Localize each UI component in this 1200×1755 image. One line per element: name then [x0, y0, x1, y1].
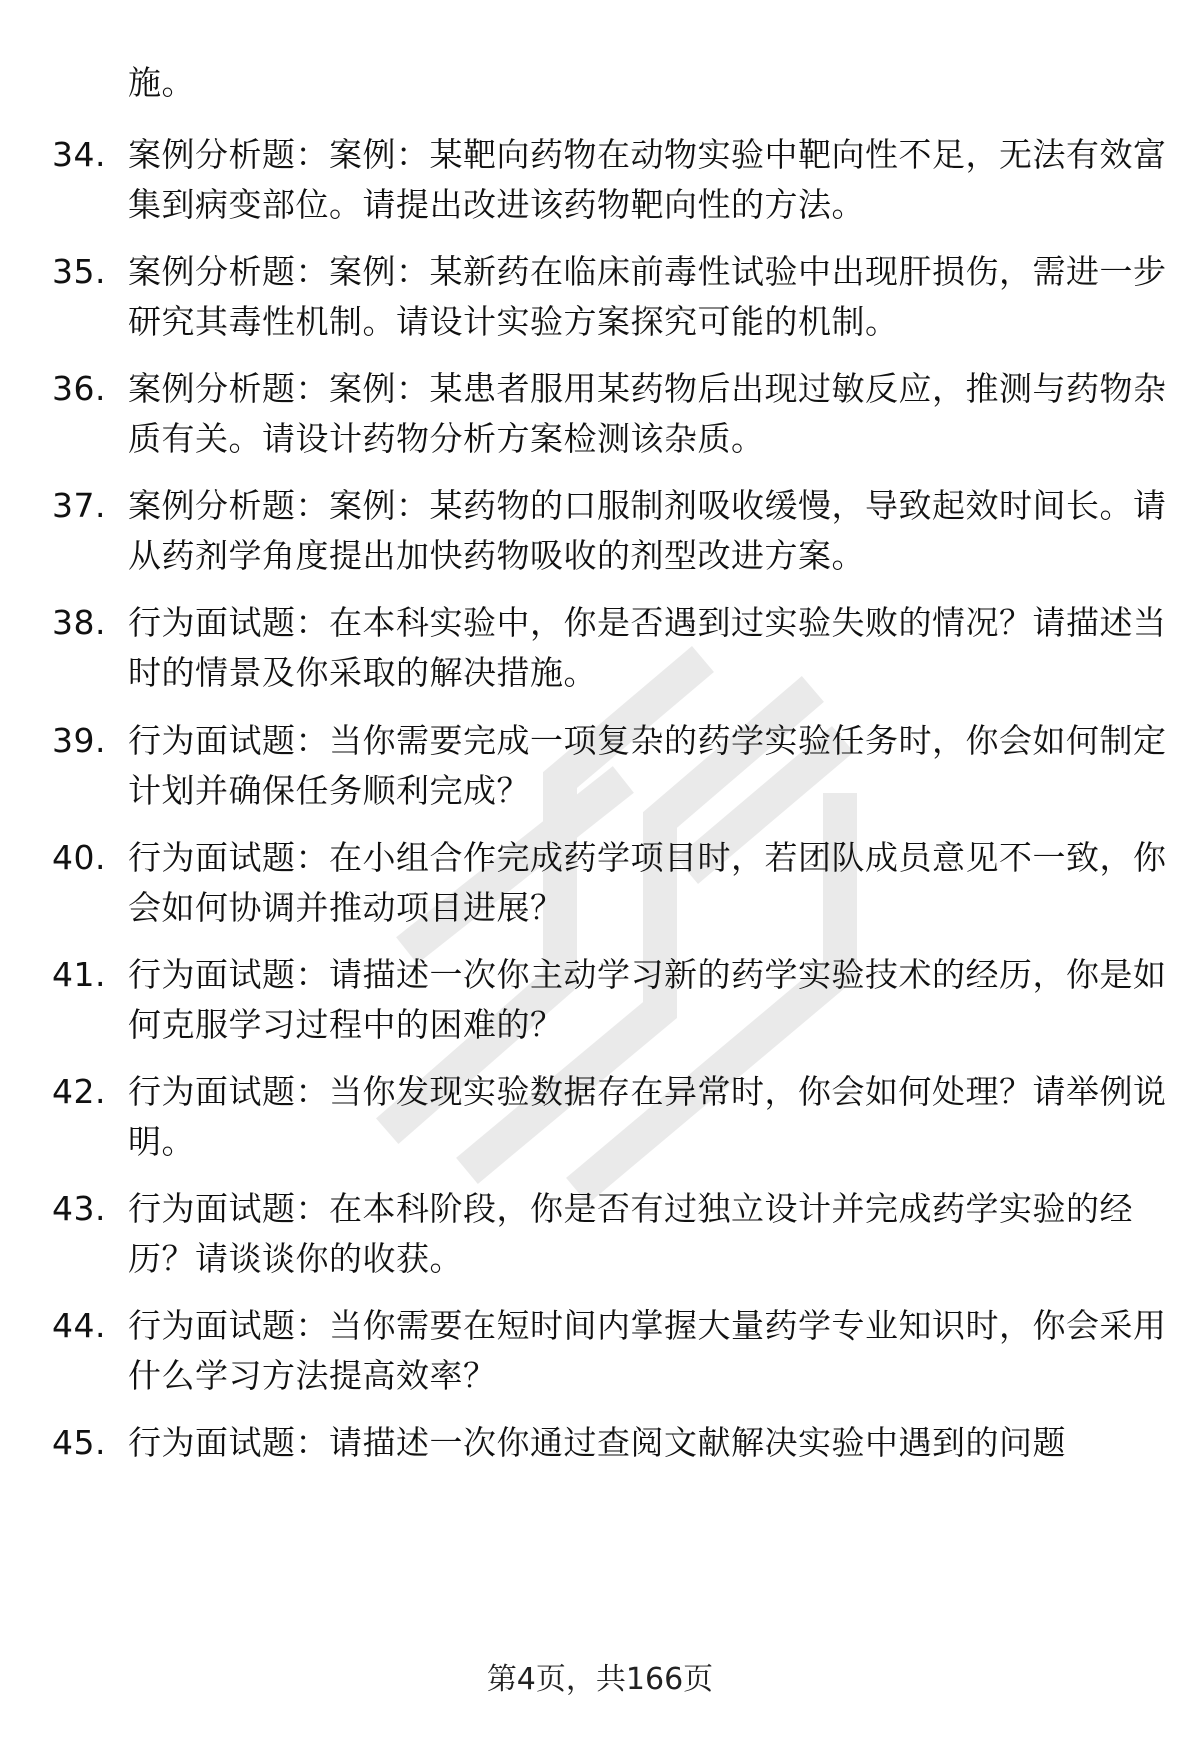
question-item	[52, 1418, 1152, 1468]
question-text: 行为面试题：请描述一次你主动学习新的药学实验技术的经历，你是如何克服学习过程中的困难的？	[128, 955, 1167, 1044]
question-text: 案例分析题：案例：某新药在临床前毒性试验中出现肝损伤，需进一步研究其毒性机制。请设计实验方案探究可能的机制。	[128, 252, 1167, 341]
question-item	[52, 130, 1167, 230]
question-text: 行为面试题：在本科实验中，你是否遇到过实验失败的情况？请描述当时的情景及你采取的解决措施。	[128, 603, 1167, 692]
question-text: 案例分析题：案例：某靶向药物在动物实验中靶向性不足，无法有效富集到病变部位。请提出改进该药物靶向性的方法。	[128, 135, 1167, 224]
question-item	[52, 364, 1167, 464]
question-text: 行为面试题：请描述一次你通过查阅文献解决实验中遇到的问题	[128, 1423, 1066, 1462]
question-item	[52, 247, 1167, 347]
question-number: 36.	[52, 369, 106, 408]
question-text: 行为面试题：当你需要完成一项复杂的药学实验任务时，你会如何制定计划并确保任务顺利完成？	[128, 721, 1167, 810]
question-item	[52, 716, 1167, 816]
question-number: 38.	[52, 603, 106, 642]
question-number: 35.	[52, 252, 106, 291]
question-number: 37.	[52, 486, 106, 525]
question-number: 44.	[52, 1306, 106, 1345]
question-text: 案例分析题：案例：某药物的口服制剂吸收缓慢，导致起效时间长。请从药剂学角度提出加快药物吸收的剂型改进方案。	[128, 486, 1167, 575]
question-item	[52, 481, 1167, 581]
question-item	[52, 950, 1167, 1050]
question-number: 41.	[52, 955, 106, 994]
question-item	[52, 1301, 1167, 1401]
question-item	[52, 1184, 1152, 1284]
question-number: 42.	[52, 1072, 106, 1111]
continued-question-text: 施。	[128, 63, 195, 102]
question-text: 行为面试题：在本科阶段，你是否有过独立设计并完成药学实验的经历？请谈谈你的收获。	[128, 1189, 1133, 1278]
page-footer: 第4页，共166页	[486, 1662, 714, 1697]
question-item	[52, 1067, 1167, 1167]
question-text: 案例分析题：案例：某患者服用某药物后出现过敏反应，推测与药物杂质有关。请设计药物分析方案检测该杂质。	[128, 369, 1167, 458]
question-text: 行为面试题：当你需要在短时间内掌握大量药学专业知识时，你会采用什么学习方法提高效率？	[128, 1306, 1167, 1395]
question-number: 45.	[52, 1423, 106, 1462]
question-text: 行为面试题：在小组合作完成药学项目时，若团队成员意见不一致，你会如何协调并推动项目进展？	[128, 838, 1167, 927]
question-number: 34.	[52, 135, 106, 174]
question-item	[52, 598, 1167, 698]
question-number: 39.	[52, 721, 106, 760]
question-number: 40.	[52, 838, 106, 877]
question-item	[52, 833, 1167, 933]
question-text: 行为面试题：当你发现实验数据存在异常时，你会如何处理？请举例说明。	[128, 1072, 1167, 1161]
question-number: 43.	[52, 1189, 106, 1228]
